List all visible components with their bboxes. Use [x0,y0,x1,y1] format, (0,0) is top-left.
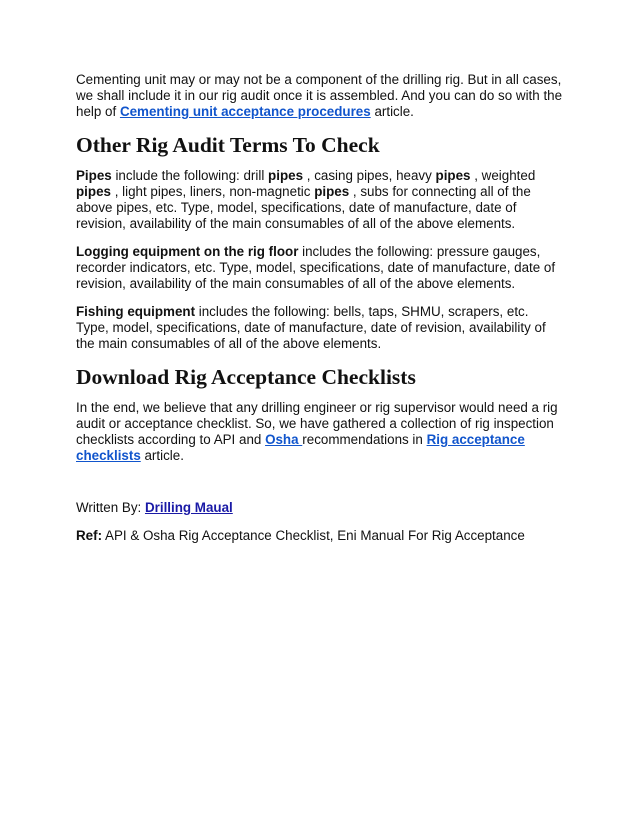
osha-link[interactable]: Osha [265,432,303,447]
pipes-text: , casing pipes, heavy [303,168,436,183]
pipes-paragraph [76,168,564,232]
section-heading-audit-terms: Other Rig Audit Terms To Check [76,133,380,157]
pipes-text: , weighted [470,168,536,183]
author-link[interactable]: Drilling Maual [144,500,233,515]
pipes-bold: pipes [76,184,111,199]
pipes-bold: pipes [314,184,350,199]
pipes-text: , subs for connecting all of the above pipes, etc. Type, model, specifications, date of manufacture, date of revision, availability of the main consumables of all of the above elements. [76,184,531,231]
fishing-paragraph [76,304,564,352]
intro-text-end: article. [370,104,414,119]
document-page [76,72,564,556]
pipes-text: include the following: drill [111,168,269,183]
reference-line [76,528,564,544]
written-by-line [76,500,564,516]
logging-term: Logging equipment on the rig floor [76,244,299,259]
pipes-term: Pipes [76,168,112,183]
section-heading-download: Download Rig Acceptance Checklists [76,365,416,389]
pipes-bold: pipes [268,168,304,183]
intro-paragraph [76,72,564,120]
download-paragraph [76,400,564,464]
download-text-end: article. [140,448,184,463]
logging-paragraph [76,244,564,292]
logging-text: includes the following: pressure gauges, recorder indicators, etc. Type, model, specifications, date of manufacture, date of revision, availability of the main consumables of all of the above elements. [76,244,556,291]
fishing-term: Fishing equipment [76,304,196,319]
cementing-procedures-link[interactable]: Cementing unit acceptance procedures [119,104,371,119]
download-text: recommendations in [302,432,427,447]
download-text: In the end, we believe that any drilling engineer or rig supervisor would need a rig audit or acceptance checklist. So, we have gathered a collection of rig inspection checklists according to API and [76,400,558,447]
intro-text: Cementing unit may or may not be a component of the drilling rig. But in all cases, we shall include it in our rig audit once it is assembled. And you can do so with the help of [76,72,563,119]
fishing-text: includes the following: bells, taps, SHMU, scrapers, etc. Type, model, specifications, date of manufacture, date of revision, availability of the main consumables of all of the above elements. [76,304,546,351]
pipes-text: , light pipes, liners, non-magnetic [110,184,315,199]
written-by-label: Written By: [76,500,145,515]
ref-text: API & Osha Rig Acceptance Checklist, Eni Manual For Rig Acceptance [102,528,525,543]
pipes-bold: pipes [435,168,471,183]
ref-label: Ref: [76,528,103,543]
spacer [76,476,564,500]
rig-checklists-link[interactable]: Rig acceptance checklists [76,432,525,463]
